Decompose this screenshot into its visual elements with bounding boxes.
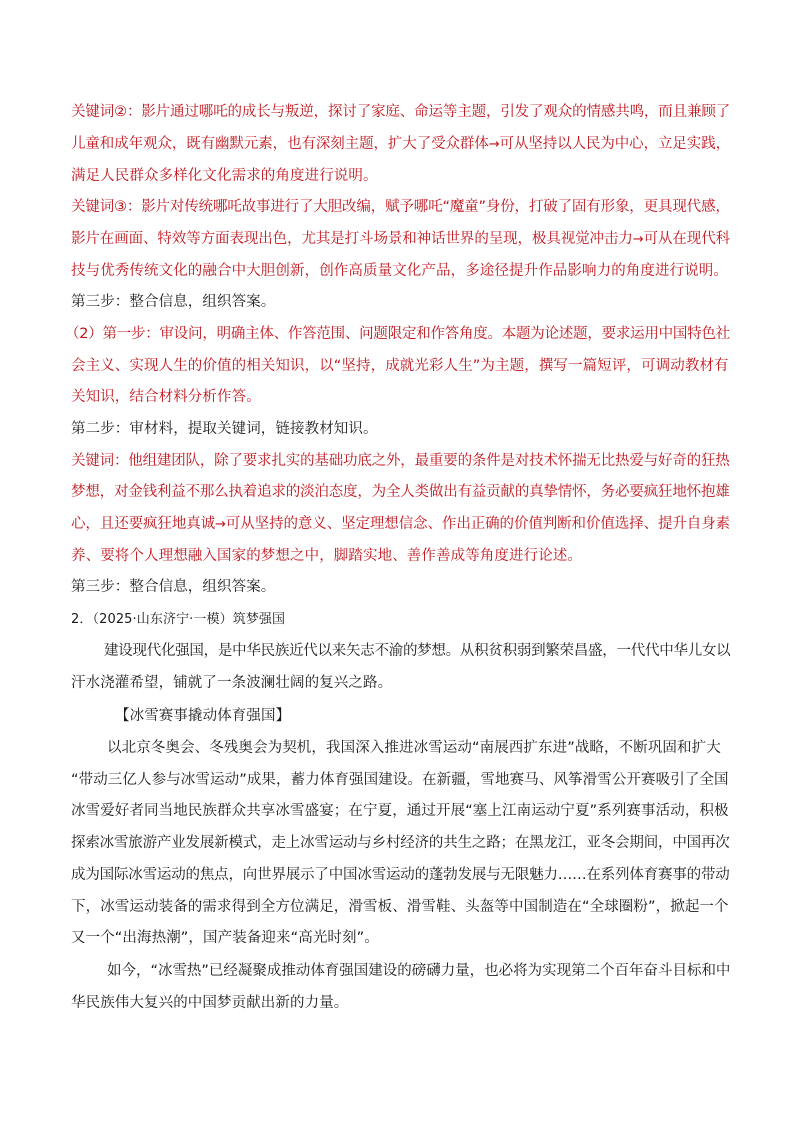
arrow-icon: →: [632, 232, 644, 247]
arrow-icon: →: [215, 517, 226, 532]
keyword-3-line-1: 关键词③：影片对传统哪吒故事进行了大胆改编，赋予哪吒“魔童”身份，打破了固有形象，更具现代感，: [71, 199, 730, 215]
keyword-line-1: 关键词：他组建团队，除了要求扎实的基础功底之外，最重要的条件是对技术怀揣无比热爱与好奇的狂热: [71, 453, 730, 469]
part-2-line-2: 会主义、实现人生的价值的相关知识，以“坚持，成就光彩人生”为主题，撰写一篇短评，可调动教材有: [71, 358, 729, 374]
closing-line-1: 如今，“冰雪热”已经凝聚成推动体育强国建设的磅礴力量，也必将为实现第二个百年奋斗目标和中: [107, 963, 731, 979]
keyword-3-line-2: [71, 229, 730, 250]
material-line-7: 又一个“出海热潮”，国产装备迎来“高光时刻”。: [71, 930, 379, 946]
material-line-6: 下，冰雪运动装备的需求得到全方位满足，滑雪板、滑雪鞋、头盔等中国制造在“全球圈粉”，掀起一个: [71, 899, 729, 915]
material-line-1: 以北京冬奥会、冬残奥会为契机，我国深入推进冰雪运动“南展西扩东进”战略，不断巩固和扩大: [107, 740, 721, 756]
step-3b-line: 第三步：整合信息，组织答案。: [71, 579, 276, 595]
keyword-2-line-1: 关键词②：影片通过哪吒的成长与叛逆，探讨了家庭、命运等主题，引发了观众的情感共鸣，而且兼顾了: [71, 104, 731, 120]
keyword-line-4: 养、要将个人理想融入国家的梦想之中，脚踏实地、善作善成等角度进行论述。: [71, 548, 582, 564]
arrow-icon: →: [488, 137, 500, 152]
keyword-3-text: 影片在画面、特效等方面表现出色，尤其是打斗场景和神话世界的呈现，极具视觉冲击力: [71, 231, 633, 247]
keyword-3-angle: 可从在现代科: [643, 231, 731, 247]
step-3-line: 第三步：整合信息，组织答案。: [71, 294, 276, 310]
keyword-line-2: 梦想，对金钱利益不那么执着追求的淡泊态度，为全人类做出有益贡献的真挚情怀，务必要疯狂地怀抱雄: [71, 484, 730, 500]
question-2-header: 2．（2025·山东济宁·一模）筑梦强国: [71, 612, 286, 627]
material-line-2: “带动三亿人参与冰雪运动”成果，蓄力体育强国建设。在新疆，雪地赛马、风筝滑雪公开赛吸引了全国: [71, 772, 729, 788]
keyword-2-line-3: 满足人民群众多样化文化需求的角度进行说明。: [71, 168, 378, 184]
material-line-4: 探索冰雪旅游产业发展新模式，走上冰雪运动与乡村经济的共生之路；在黑龙江，亚冬会期间，中国再次: [71, 835, 730, 851]
keyword-2-line-2: [71, 134, 730, 155]
keyword-2-angle: 可从坚持以人民为中心，立足实践，: [499, 136, 731, 152]
keyword-3-line-3: 技与优秀传统文化的融合中大胆创新，创作高质量文化产品，多途径提升作品影响力的角度进行说明。: [71, 263, 728, 279]
keyword-line-3: [71, 514, 730, 535]
material-line-5: 成为国际冰雪运动的焦点，向世界展示了中国冰雪运动的蓬勃发展与无限魅力……在系列体育赛事的带动: [71, 867, 730, 883]
part-2-line-1: （2）第一步：审设问，明确主体、作答范围、问题限定和作答角度。本题为论述题，要求运用中国特色社: [65, 326, 730, 342]
closing-line-2: 华民族伟大复兴的中国梦贡献出新的力量。: [71, 995, 349, 1011]
material-line-3: 冰雪爱好者同当地民族群众共享冰雪盛宴；在宁夏，通过开展“塞上江南运动宁夏”系列赛事活动，积极: [71, 803, 729, 819]
keyword-2-text: 儿童和成年观众，既有幽默元素，也有深刻主题，扩大了受众群体: [71, 136, 489, 152]
section-subtitle: 【冰雪赛事撬动体育强国】: [115, 708, 291, 724]
keyword-angle: 可从坚持的意义、坚定理想信念、作出正确的价值判断和价值选择、提升自身素: [225, 516, 731, 532]
part-2-line-3: 关知识，结合材料分析作答。: [71, 389, 261, 405]
intro-line-2: 汗水浇灌希望，铺就了一条波澜壮阔的复兴之路。: [71, 675, 393, 691]
step-2-line: 第二步：审材料，提取关键词，链接教材知识。: [71, 421, 378, 437]
intro-line-1: 建设现代化强国，是中华民族近代以来矢志不渝的梦想。从积贫积弱到繁荣昌盛，一代代中华儿女以: [104, 643, 731, 659]
keyword-text: 心，且还要疯狂地真诚: [71, 516, 216, 532]
